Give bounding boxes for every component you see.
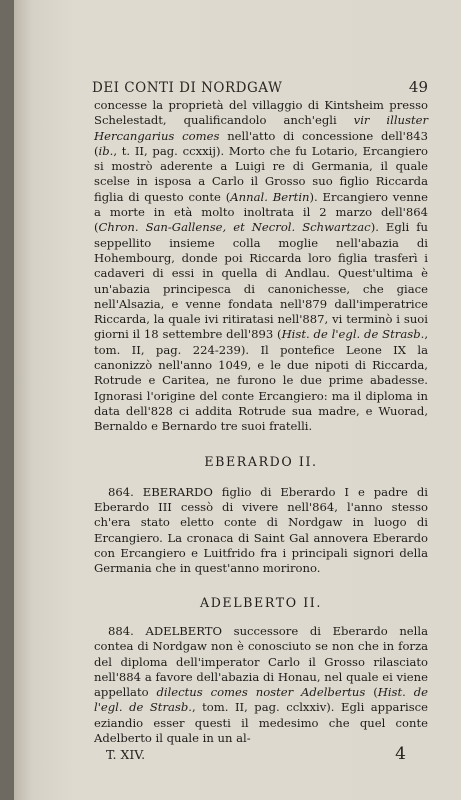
- running-head: [92, 78, 428, 96]
- body-text: [94, 98, 428, 746]
- text-run: ). Egli fu seppellito insieme colla moglie nell'abazia di Hohembourg, donde poi Riccarda loro figlia trasferì i cadaveri di essi in quella di Andlau. Quest'ultima è un'abazia principesca di canonichesse, che giace nell'Alsazia, e venne fondata nell'879 dall'imperatrice Riccarda, la quale ivi ritiratasi nell'887, vi terminò i suoi giorni il 18 settembre dell'893 (: [94, 220, 429, 342]
- signature-mark: 4: [395, 744, 406, 764]
- text-run: (: [365, 685, 378, 700]
- section-paragraph-eberardo: [94, 485, 428, 577]
- text-run: , t. II, pag. ccxxij). Morto che fu Lotario, Ercangiero si mostrò aderente a Luigi re di Germania, il quale scelse in isposa a Carlo il Grosso suo figlio Riccarda figlia di questo conte (: [94, 143, 428, 204]
- text-run: ). Ercangiero venne a morte in età molto inoltrata il 2 marzo dell'864 (: [94, 189, 428, 235]
- text-run: , tom. II, pag. 224-239). Il pontefice Leone IX la canonizzò nell'anno 1049, e le due nipoti di Riccarda, Rotrude e Caritea, ne furono le due prime abadesse. Ignorasi l'origine del conte Ercangiero: ma il diploma in data dell'828 ci addita Rotrude sua madre, e Wuorad, Bernaldo e Bernardo tre suoi fratelli.: [94, 327, 428, 434]
- text-run: 864. EBERARDO figlio di Eberardo I e padre di Eberardo III cessò di vivere nell'864, l'anno stesso ch'era stato eletto conte di Nordgaw in luogo di Ercangiero. La cronaca di Saint Gal annovera Eberardo con Ercangiero e Luitfrido fra i principali signori della Germania che in quest'anno morirono.: [94, 484, 428, 576]
- italic-text: vir illuster Hercangarius comes: [94, 113, 429, 143]
- section-title-adelberto: ADELBERTO II.: [200, 594, 322, 610]
- page-title: DEI CONTI DI NORDGAW: [92, 80, 283, 96]
- section-paragraph-adelberto: [94, 624, 428, 746]
- italic-text: ib.: [98, 143, 114, 158]
- text-run: , tom. II, pag. cclxxiv). Egli apparisce eziandio esser questi il medesimo che quel conte Adelberto il quale in un al-: [94, 700, 428, 745]
- text-run: 884. ADELBERTO successore di Eberardo nella contea di Nordgaw non è conosciuto se non che in forza del diploma dell'imperator Carlo il Grosso rilasciato nell'884 a favore dell'abazia di Honau, nel quale ei viene appellato: [94, 623, 428, 700]
- text-run: concesse la proprietà del villaggio di Kintsheim presso Schelestadt, qualificandolo anch'egli: [94, 98, 428, 128]
- page-footer: [106, 744, 406, 764]
- italic-text: dilectus comes noster Adelbertus: [156, 685, 366, 700]
- italic-text: Chron. San-Gallense, et Necrol. Schwartzac: [98, 220, 371, 235]
- page-number: 49: [408, 78, 428, 96]
- text-run: nell'atto di concessione dell'843 (: [94, 128, 428, 158]
- book-page: [14, 0, 461, 800]
- volume-mark: T. XIV.: [106, 747, 146, 762]
- italic-text: Hist. de l'egl. de Strasb.: [94, 685, 428, 715]
- italic-text: Hist. de l'egl. de Strasb.: [281, 327, 425, 342]
- section-title-eberardo: EBERARDO II.: [204, 453, 318, 469]
- opening-paragraph: [94, 98, 428, 435]
- italic-text: Annal. Bertin: [230, 189, 310, 204]
